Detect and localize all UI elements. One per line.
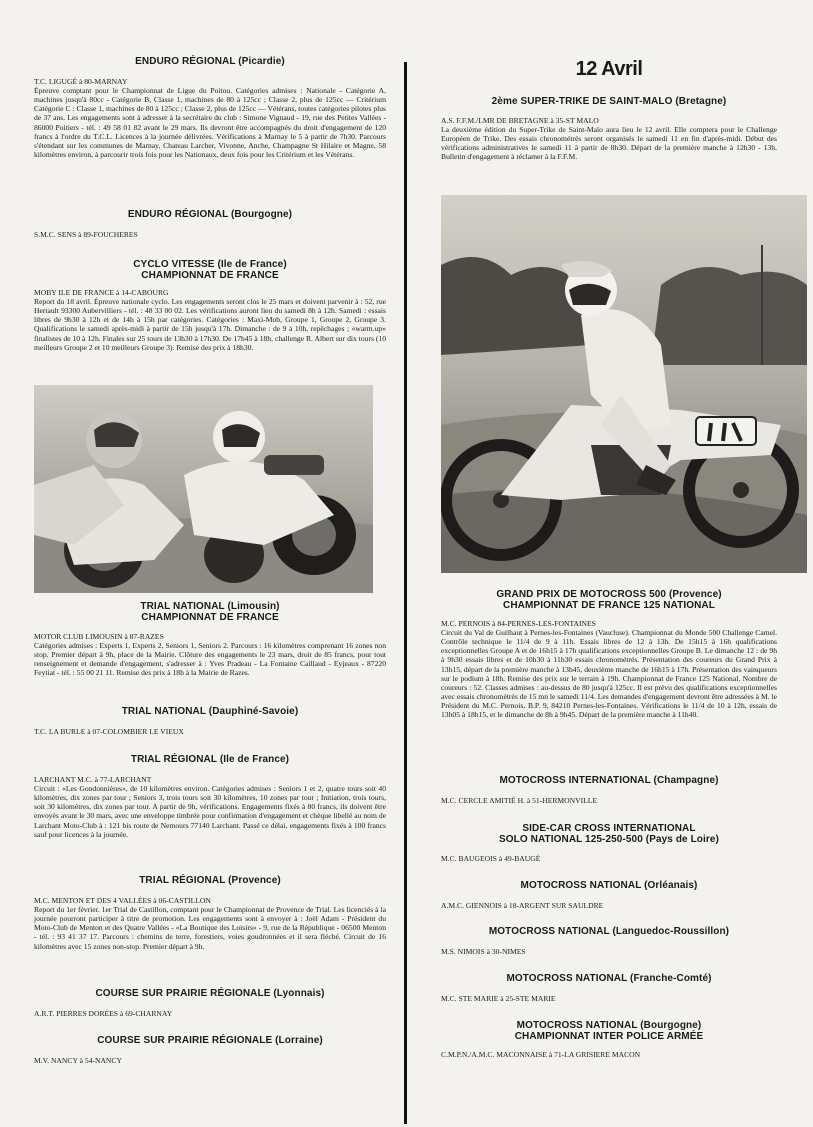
event-supertrike <box>441 96 777 162</box>
event-gp-provence <box>441 589 777 720</box>
event-club: S.M.C. SENS à 89-FOUCHERES <box>34 230 138 239</box>
event-prairie-lyonnais <box>34 988 386 1018</box>
event-title: TRIAL NATIONAL (Dauphiné-Savoie) <box>121 706 299 717</box>
event-title: ENDURO RÉGIONAL (Picardie) <box>135 56 285 67</box>
event-club: A.R.T. PIERRES DORÉES à 69-CHARNAY <box>34 1009 173 1018</box>
event-title: MOTOCROSS NATIONAL (Orléanais) <box>520 880 698 891</box>
event-mx-champagne <box>441 775 777 805</box>
event-title: MOTOCROSS INTERNATIONAL (Champagne) <box>499 775 719 786</box>
event-description: Circuit : «Les Gondonnières», de 10 kilomètres environ. Catégories admises : Seniors 1 et 2, quatre tours soit 40 kilomètres, dix zones par tour ; Seniors 3, trois tours soit 30 kilomètres, 10 zones par tour ; Initiation, trois tours, soit 30 kilomètres, dix zones par tour. A partir de 9h, vérifications. Engagements fixés à 80 francs, ils doivent être envoyés avant le 30 mars, avec une enveloppe timbrée pour confirmation d'engagement et chèque libellé au nom de Larchant Moto-Club à : 121 bis route de Nemours 77140 Larchant. Passé ce délai, engagements fixés à 100 francs sauf pour licences à la journée. <box>34 784 386 839</box>
event-club: MOTOR CLUB LIMOUSIN à 87-RAZES <box>34 632 164 641</box>
event-description: Épreuve comptant pour le Championnat de Ligue du Poitou. Catégories admises : Nationale - Catégorie A, machines jusqu'à 80cc - Catégorie B, Classe 1, machines de 80 à 125cc ; Classe 2, plus de 125cc — Critérium Catégorie C : Classe 1, machines de 80 à 125cc ; Classe 2, plus de 125cc — Vétérans, toutes catégories pilotes plus de 37 ans. Les engagements sont à adresser à la secrétaire du club : Simone Vignaud - 19, rue des Petites Vallées - 86000 Poitiers - tél. : 49 58 01 82 avant le 29 mars. Ils devront être accompagnés du droit d'engagement de 120 francs à l'ordre du T.C.L. Licences à la journée délivrées. Vérifications à Marnay le 5 à partir de 7h30. Parcours s'étendant sur les communes de Marnay, Chateau Larcher, Vivonne, Anche, Champagne St Hilaire et Magne, 58 kilomètres environ, à parcourir trois fois pour les Nationaux, deux fois pour les Critérium et les Vétérans. <box>34 86 386 160</box>
event-club: M.C. STE MARIE à 25-STE MARIE <box>441 994 556 1003</box>
event-sidecar-loire <box>441 823 777 863</box>
photo-motocross-rider <box>441 195 807 573</box>
event-trial-limousin <box>34 601 386 678</box>
event-title: MOTOCROSS NATIONAL (Franche-Comté) <box>506 973 712 984</box>
event-subtitle: SOLO NATIONAL 125-250-500 (Pays de Loire) <box>499 834 719 845</box>
event-club: A.M.C. GIENNOIS à 18-ARGENT SUR SAULDRE <box>441 901 604 910</box>
event-subtitle: CHAMPIONNAT DE FRANCE <box>141 270 279 281</box>
event-description: Report du 18 avril. Épreuve nationale cyclo. Les engagements seront clos le 25 mars et doivent parvenir à : 52, rue Hertault 93300 Aubervilliers - tél. : 48 33 00 02. Les vérifications auront lieu du samedi 8h à 12h. Samedi : essais libres de 9h30 à 12h et de 14h à 15h par catégories. Catégories : Maxi-Mob, Groupe 1, Groupe 2, Groupe 3. Qualifications le samedi après-midi à partir de 15h jusqu'à 17h. Dimanche : de 9 à 10h, repêchages ; «warm.up» finalistes de 10 à 12h. Finales sur 25 tours de 13h30 à 17h30. De 17h45 à 18h, challenge R. Albert sur dix tours (10 meilleurs Groupe 2 et 10 meilleurs Groupe 3). Remise des prix à 18h30. <box>34 297 386 352</box>
photo-cyclo-racers <box>34 385 373 593</box>
event-cyclo-vitesse <box>34 259 386 352</box>
event-club: MOBY ILE DE FRANCE à 14-CABOURG <box>34 288 169 297</box>
event-prairie-lorraine <box>34 1035 386 1065</box>
event-description: Catégories admises : Experts 1, Experts 2, Seniors 1, Seniors 2. Parcours : 16 kilomètres comprenant 16 zones non stop. Premier départ à 9h, place de la Mairie. Clôture des engagements le 23 mars, droit de 85 francs, pour tout renseignement et demande d'engagement, s'adresser à : Yves Pradeau - La Fontaine Caillaud - Eyjeaux - 87220 Feytiat - tél. : 55 00 21 11. Remise des prix à 18h à la Mairie de Razes. <box>34 641 386 678</box>
event-trial-idf <box>34 754 386 839</box>
date-header <box>441 58 777 80</box>
event-description: La deuxième édition du Super-Trike de Saint-Malo aura lieu le 12 avril. Elle comptera pour le Challenge Européen de Trike. Des essais chronométrés seront organisés le samedi 11 en fin d'après-midi. Début des vérifications administratives le samedi 11 à partir de 8h30. Départ de la première manche à 12h30 - 13h. Bulletin d'engagement à réclamer à la F.F.M. <box>441 125 777 162</box>
event-mx-franche <box>441 973 777 1003</box>
event-title: TRIAL RÉGIONAL (Ile de France) <box>130 754 290 765</box>
event-description: Report du 1er février. 1er Trial de Castillon, comptant pour le Championnat de Provence de Trial. Les licenciés à la journée pourront participer à titre de promotion. Les engagements sont à envoyer à : Joël Adam - Président du Moto-Club de Menton et des Quatre Vallées - «La Boutique des Loisirs» - 9, rue de la République - 06500 Menton - tél. : 93 41 37 17. Parcours : chemins de terre, forestiers, voies goudronnées et il sera fléché. Circuit de 16 kilomètres avec 15 zones non-stop. Premier départ à 9h. <box>34 905 386 951</box>
event-club: C.M.P.N./A.M.C. MACONNAISE à 71-LA GRISIERE MACON <box>441 1050 641 1059</box>
date-title: 12 Avril <box>575 58 643 80</box>
event-description: Circuit du Val de Guilhaut à Pernes-les-Fontaines (Vaucluse). Championnat du Monde 500 Challenge Camel. Contrôle technique le 11/4 de 9 à 11h. Essais libres de 12 à 13h. De 15h15 à 16h qualifications exceptionnelles Groupe A et de 16h15 à 17h qualifications exceptionnelles Groupe B. Le dimanche 12 : de 9h à 9h30 essais libres et de 10h30 à 11h30 essais chronométrés. Présentation des coureurs du Grand Prix à 13h15, départ de la première manche à 13h45, deuxième manche de 16h15 à 17h. Présentation des vainqueurs sur le podium à 18h. Remise des prix sur le terrain à 19h. Championnat de France 125 National. Nombre de coureurs : 52. Classes admises : au-dessus de 80 jusqu'à 125cc. Il est prévu des qualifications exceptionnelles avec essais chronométrés de 15 mn le samedi 11/4. Les demandes d'engagement devront être adressées à M. le Président du M.C. Pernois, B.P. 9, 84210 Pernes-les-Fontaines. Vérifications le 11/4 de 10 à 12h, essais de 13h05 à 18h15, et le dimanche de 8h à 9h45. Départ de la première manche à 11h40. <box>441 628 777 720</box>
event-title: MOTOCROSS NATIONAL (Bourgogne) <box>516 1020 702 1031</box>
event-mx-languedoc <box>441 926 777 956</box>
event-title: TRIAL RÉGIONAL (Provence) <box>139 875 281 886</box>
event-club: M.C. CERCLE AMITIÉ H. à 51-HERMONVILLE <box>441 796 598 805</box>
event-club: M.V. NANCY à 54-NANCY <box>34 1056 122 1065</box>
event-enduro-bourgogne <box>34 209 386 239</box>
event-title: ENDURO RÉGIONAL (Bourgogne) <box>127 209 293 220</box>
event-subtitle: CHAMPIONNAT INTER POLICE ARMÉE <box>514 1031 704 1042</box>
event-club: T.C. LIGUGÉ à 80-MARNAY <box>34 77 128 86</box>
event-club: M.C. BAUGEOIS à 49-BAUGÉ <box>441 854 541 863</box>
event-subtitle: CHAMPIONNAT DE FRANCE <box>141 612 279 623</box>
event-mx-orleanais <box>441 880 777 910</box>
event-title: GRAND PRIX DE MOTOCROSS 500 (Provence) <box>496 589 722 600</box>
event-title: CYCLO VITESSE (Ile de France) <box>133 259 287 270</box>
event-club: LARCHANT M.C. à 77-LARCHANT <box>34 775 152 784</box>
event-title: SIDE-CAR CROSS INTERNATIONAL <box>522 823 696 834</box>
event-trial-provence <box>34 875 386 951</box>
event-trial-dauphine <box>34 706 386 736</box>
event-subtitle: CHAMPIONNAT DE FRANCE 125 NATIONAL <box>503 600 715 611</box>
event-mx-bourgogne <box>441 1020 777 1059</box>
event-title: COURSE SUR PRAIRIE RÉGIONALE (Lyonnais) <box>95 988 325 999</box>
event-title: 2ème SUPER-TRIKE DE SAINT-MALO (Bretagne) <box>491 96 727 107</box>
event-enduro-picardie <box>34 56 386 159</box>
event-title: COURSE SUR PRAIRIE RÉGIONALE (Lorraine) <box>97 1035 323 1046</box>
event-title: TRIAL NATIONAL (Limousin) <box>140 601 280 612</box>
event-club: M.C. MENTON ET DES 4 VALLÉES à 06-CASTILLON <box>34 896 211 905</box>
event-club: A.S. F.F.M./LMR DE BRETAGNE à 35-ST MALO <box>441 116 599 125</box>
event-title: MOTOCROSS NATIONAL (Languedoc-Roussillon) <box>488 926 730 937</box>
event-club: M.C. PERNOIS à 84-PERNES-LES-FONTAINES <box>441 619 596 628</box>
event-club: M.S. NIMOIS à 30-NIMES <box>441 947 526 956</box>
column-divider <box>404 62 407 1124</box>
event-club: T.C. LA BURLE à 07-COLOMBIER LE VIEUX <box>34 727 184 736</box>
